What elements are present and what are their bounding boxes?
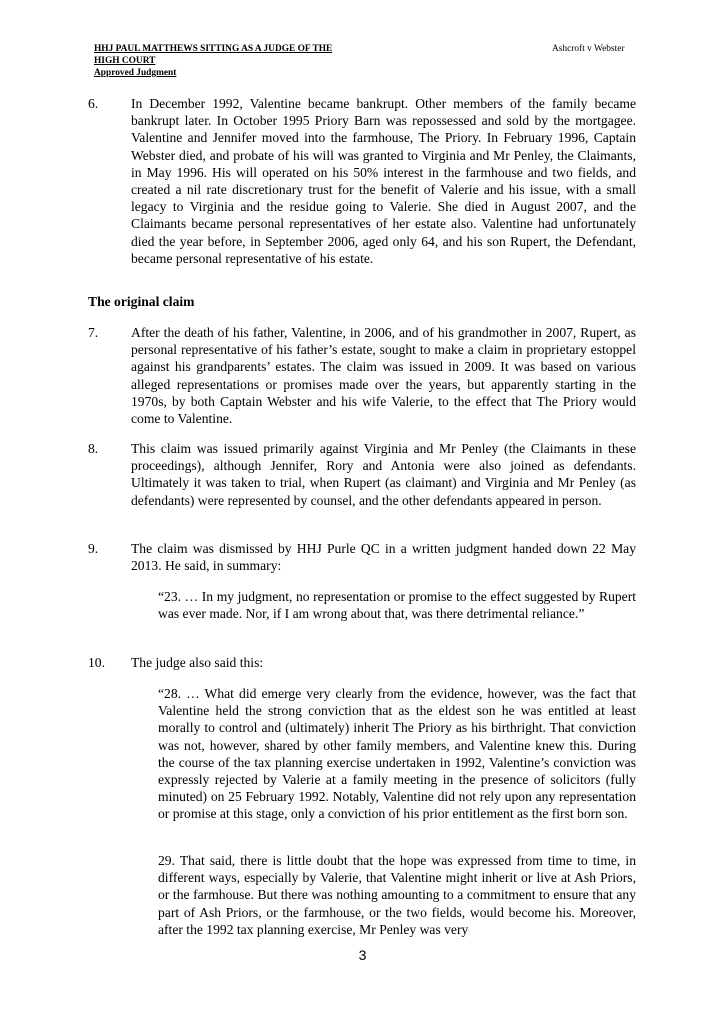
quote-paragraph-29: 29. That said, there is little doubt that the hope was expressed from time to time, in different ways, especially by Valerie, that Valentine might inherit or live at Ash Priors, or the farmhouse. But there was nothing amounting to a commitment to ensure that any part of Ash Priors, or the farmhouse, or the two fields, would become his. Moreover, after the 1992 tax planning exercise, Mr Penley was very xyxy=(158,853,636,937)
paragraph-text: After the death of his father, Valentine, in 2006, and of his grandmother in 2007, Rupert, as personal representative of his father’s estate, sought to make a claim in proprietary estoppel against his grandparents’ estates. The claim was issued in 2009. It was based on various alleged representations or promises made over the years, but apparently starting in the 1970s, by both Captain Webster and his wife Valerie, to the effect that The Priory would come to Valentine. xyxy=(131,325,636,427)
paragraph-number: 9. xyxy=(88,541,99,556)
running-header-case-name: Ashcroft v Webster xyxy=(552,44,625,54)
paragraph-8 xyxy=(88,440,636,509)
header-court-line: HIGH COURT xyxy=(94,56,156,66)
page-number: 3 xyxy=(358,947,367,963)
running-header-left xyxy=(94,43,394,79)
paragraph-text: This claim was issued primarily against Virginia and Mr Penley (the Claimants in these proceedings), although Jennifer, Rory and Antonia were also joined as defendants. Ultimately it was taken to trial, when Rupert (as claimant) and Virginia and Mr Penley (as defendants) were represented by counsel, and the other defendants appeared in person. xyxy=(131,441,636,508)
header-judge-line: HHJ PAUL MATTHEWS SITTING AS A JUDGE OF THE xyxy=(94,44,333,54)
paragraph-9 xyxy=(88,540,636,574)
header-approved-line: Approved Judgment xyxy=(94,68,177,78)
paragraph-number: 10. xyxy=(88,655,105,670)
paragraph-text: The claim was dismissed by HHJ Purle QC in a written judgment handed down 22 May 2013. He said, in summary: xyxy=(131,541,636,574)
paragraph-6 xyxy=(88,95,636,267)
paragraph-10 xyxy=(88,654,636,671)
section-heading: The original claim xyxy=(88,294,195,309)
quote-paragraph-28: “28. … What did emerge very clearly from the evidence, however, was the fact that Valentine held the strong conviction that as the eldest son he was entitled at least morally to control and (ultimately) inherit The Priory as his birthright. That conviction was not, however, shared by other family members, and Valentine knew this. During the course of the tax planning exercise undertaken in 1992, Valentine’s conviction was expressly rejected by Valerie at a family meeting in the presence of solicitors (fully minuted) on 25 February 1992. Notably, Valentine did not rely upon any representation or promise at this stage, only a conviction of his prior entitlement as the first born son. xyxy=(158,686,636,822)
paragraph-text: In December 1992, Valentine became bankrupt. Other members of the family became bankrupt later. In October 1995 Priory Barn was repossessed and sold by the mortgagee. Valentine and Jennifer moved into the farmhouse, The Priory. In February 1996, Captain Webster died, and probate of his will was granted to Virginia and Mr Penley, the Claimants, in May 1996. His will operated on his 50% interest in the farmhouse and two fields, and created a nil rate discretionary trust for the benefit of Valerie and his issue, with a small legacy to Virginia and the residue going to Valerie. She died in August 2007, and the Claimants became personal representatives of her estate also. Valentine had unfortunately died the year before, in September 2006, aged only 64, and his son Rupert, the Defendant, became personal representative of his estate. xyxy=(131,96,636,266)
quote-paragraph-23: “23. … In my judgment, no representation or promise to the effect suggested by Rupert was ever made. Nor, if I am wrong about that, was there detrimental reliance.” xyxy=(158,589,636,622)
paragraph-7 xyxy=(88,324,636,427)
paragraph-text: The judge also said this: xyxy=(131,655,264,670)
paragraph-number: 7. xyxy=(88,325,99,340)
paragraph-number: 6. xyxy=(88,96,99,111)
paragraph-number: 8. xyxy=(88,441,99,456)
